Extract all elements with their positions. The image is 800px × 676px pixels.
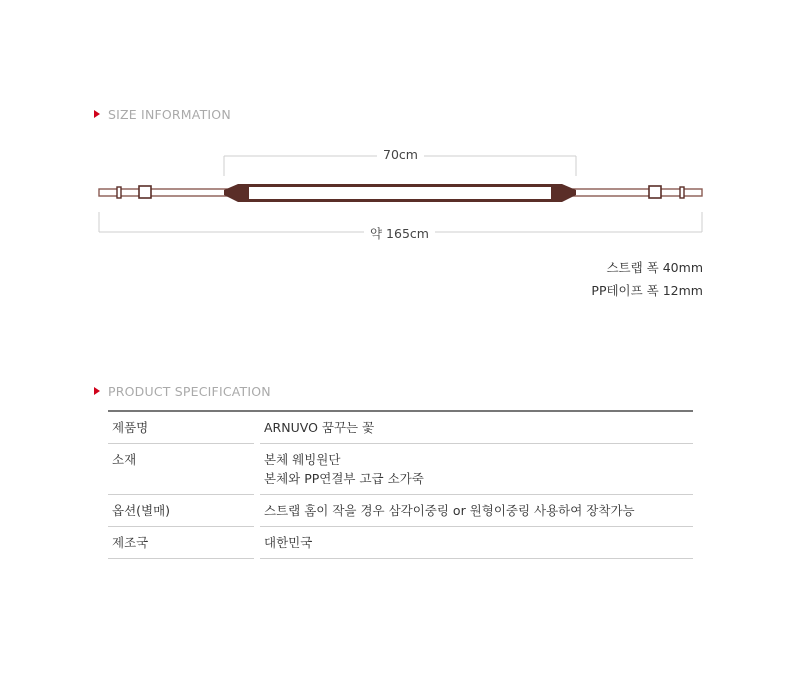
- spec-key-option: 옵션(별매): [108, 495, 254, 527]
- left-buckle: [139, 186, 151, 198]
- table-row: [108, 495, 693, 527]
- spec-heading-text: PRODUCT SPECIFICATION: [108, 383, 271, 399]
- spec-value-country: [260, 527, 693, 559]
- strap-webbing: [249, 187, 551, 199]
- red-triangle-icon: [94, 387, 100, 395]
- total-dimension-label: 약 165cm: [364, 224, 435, 242]
- spec-value-product-name: [260, 412, 693, 444]
- left-small-loop: [117, 187, 121, 198]
- spec-key-product-name: 제품명: [108, 412, 254, 444]
- product-specification-heading: [94, 383, 271, 399]
- pp-tape-width-note: PP테이프 폭 12mm: [591, 283, 703, 298]
- table-row: [108, 412, 693, 444]
- spec-key-material: 소재: [108, 444, 254, 495]
- spec-value-material: [260, 444, 693, 495]
- spec-value-line: ARNUVO 꿈꾸는 꽃: [264, 420, 375, 435]
- strap-width-note: 스트랩 폭 40mm: [606, 260, 703, 275]
- inner-dimension-label: 70cm: [377, 147, 424, 162]
- spec-key-country: 제조국: [108, 527, 254, 559]
- spec-value-line: 스트랩 홈이 작을 경우 삼각이중링 or 원형이중링 사용하여 장착가능: [264, 503, 635, 518]
- spec-value-line: 본체 웨빙원단: [264, 452, 341, 467]
- spec-value-line: 본체와 PP연결부 고급 소가죽: [264, 471, 424, 486]
- spec-value-line: 대한민국: [264, 535, 313, 550]
- spec-table: [108, 410, 693, 559]
- right-buckle: [649, 186, 661, 198]
- table-row: [108, 444, 693, 495]
- spec-value-option: [260, 495, 693, 527]
- right-small-loop: [680, 187, 684, 198]
- table-row: [108, 527, 693, 559]
- size-heading-text: SIZE INFORMATION: [108, 106, 231, 122]
